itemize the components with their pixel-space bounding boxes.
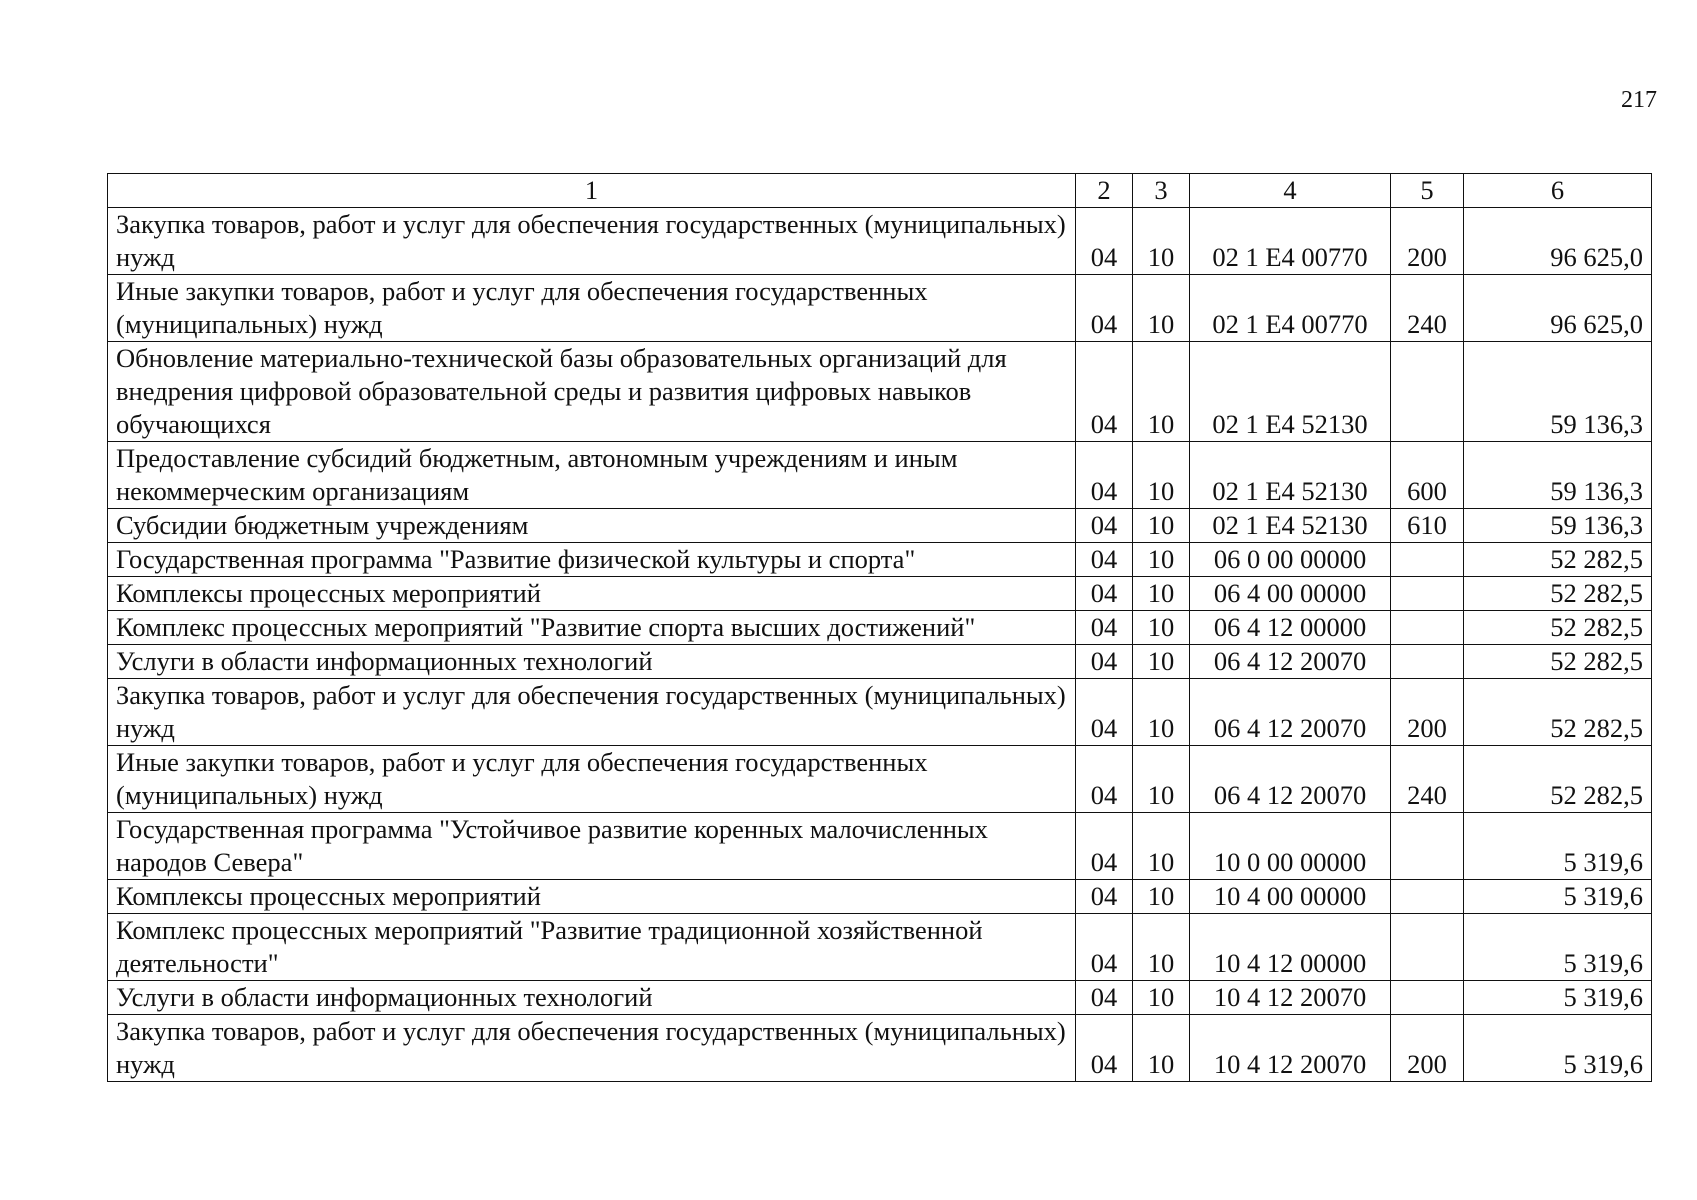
row-amount: 5 319,6 bbox=[1464, 1015, 1652, 1082]
table-row bbox=[108, 746, 1652, 813]
row-amount: 59 136,3 bbox=[1464, 442, 1652, 509]
row-subsection: 10 bbox=[1133, 208, 1190, 275]
table-row bbox=[108, 509, 1652, 543]
row-expense-type: 200 bbox=[1391, 679, 1464, 746]
row-expense-type: 600 bbox=[1391, 442, 1464, 509]
row-section: 04 bbox=[1076, 679, 1133, 746]
row-target-code: 06 4 12 20070 bbox=[1190, 679, 1391, 746]
row-expense-type: 200 bbox=[1391, 208, 1464, 275]
table-row bbox=[108, 275, 1652, 342]
row-target-code: 06 4 12 20070 bbox=[1190, 645, 1391, 679]
row-target-code: 10 4 00 00000 bbox=[1190, 880, 1391, 914]
row-section: 04 bbox=[1076, 746, 1133, 813]
row-target-code: 10 0 00 00000 bbox=[1190, 813, 1391, 880]
row-subsection: 10 bbox=[1133, 509, 1190, 543]
row-section: 04 bbox=[1076, 543, 1133, 577]
table-row bbox=[108, 813, 1652, 880]
row-name: Иные закупки товаров, работ и услуг для обеспечения государственных (муниципальных) нужд bbox=[108, 275, 1076, 342]
row-section: 04 bbox=[1076, 611, 1133, 645]
table-row bbox=[108, 442, 1652, 509]
row-target-code: 02 1 Е4 52130 bbox=[1190, 342, 1391, 442]
row-amount: 5 319,6 bbox=[1464, 981, 1652, 1015]
row-section: 04 bbox=[1076, 342, 1133, 442]
row-expense-type bbox=[1391, 813, 1464, 880]
row-target-code: 10 4 12 20070 bbox=[1190, 981, 1391, 1015]
row-target-code: 02 1 Е4 52130 bbox=[1190, 442, 1391, 509]
page-number: 217 bbox=[1621, 87, 1657, 113]
budget-table bbox=[107, 173, 1652, 1082]
table-row bbox=[108, 208, 1652, 275]
table-row bbox=[108, 543, 1652, 577]
row-amount: 52 282,5 bbox=[1464, 543, 1652, 577]
table-row bbox=[108, 880, 1652, 914]
row-target-code: 06 4 12 00000 bbox=[1190, 611, 1391, 645]
row-name: Государственная программа "Развитие физической культуры и спорта" bbox=[108, 543, 1076, 577]
row-subsection: 10 bbox=[1133, 914, 1190, 981]
row-section: 04 bbox=[1076, 509, 1133, 543]
row-amount: 5 319,6 bbox=[1464, 813, 1652, 880]
row-name: Комплексы процессных мероприятий bbox=[108, 880, 1076, 914]
row-subsection: 10 bbox=[1133, 342, 1190, 442]
row-subsection: 10 bbox=[1133, 679, 1190, 746]
row-section: 04 bbox=[1076, 813, 1133, 880]
row-amount: 52 282,5 bbox=[1464, 645, 1652, 679]
row-subsection: 10 bbox=[1133, 543, 1190, 577]
table-header bbox=[108, 174, 1652, 208]
row-name: Закупка товаров, работ и услуг для обеспечения государственных (муниципальных) нужд bbox=[108, 1015, 1076, 1082]
header-cell: 3 bbox=[1133, 174, 1190, 208]
row-name: Иные закупки товаров, работ и услуг для обеспечения государственных (муниципальных) нужд bbox=[108, 746, 1076, 813]
header-cell: 1 bbox=[108, 174, 1076, 208]
table-row bbox=[108, 914, 1652, 981]
row-target-code: 02 1 Е4 00770 bbox=[1190, 275, 1391, 342]
row-expense-type: 200 bbox=[1391, 1015, 1464, 1082]
table-row bbox=[108, 679, 1652, 746]
row-amount: 5 319,6 bbox=[1464, 880, 1652, 914]
table-row bbox=[108, 611, 1652, 645]
row-section: 04 bbox=[1076, 914, 1133, 981]
row-target-code: 06 4 00 00000 bbox=[1190, 577, 1391, 611]
row-subsection: 10 bbox=[1133, 645, 1190, 679]
row-amount: 52 282,5 bbox=[1464, 611, 1652, 645]
row-expense-type bbox=[1391, 981, 1464, 1015]
row-amount: 52 282,5 bbox=[1464, 577, 1652, 611]
row-name: Субсидии бюджетным учреждениям bbox=[108, 509, 1076, 543]
row-name: Услуги в области информационных технологий bbox=[108, 981, 1076, 1015]
row-subsection: 10 bbox=[1133, 746, 1190, 813]
row-section: 04 bbox=[1076, 1015, 1133, 1082]
row-expense-type bbox=[1391, 611, 1464, 645]
row-expense-type: 240 bbox=[1391, 275, 1464, 342]
row-subsection: 10 bbox=[1133, 611, 1190, 645]
row-expense-type: 240 bbox=[1391, 746, 1464, 813]
row-amount: 5 319,6 bbox=[1464, 914, 1652, 981]
row-name: Услуги в области информационных технологий bbox=[108, 645, 1076, 679]
row-subsection: 10 bbox=[1133, 577, 1190, 611]
header-cell: 6 bbox=[1464, 174, 1652, 208]
row-subsection: 10 bbox=[1133, 275, 1190, 342]
table-row bbox=[108, 645, 1652, 679]
row-name: Обновление материально-технической базы образовательных организаций для внедрения цифровой образовательной среды и развития цифровых навыков обучающихся bbox=[108, 342, 1076, 442]
row-amount: 96 625,0 bbox=[1464, 208, 1652, 275]
row-name: Комплексы процессных мероприятий bbox=[108, 577, 1076, 611]
row-section: 04 bbox=[1076, 208, 1133, 275]
row-target-code: 02 1 Е4 00770 bbox=[1190, 208, 1391, 275]
header-cell: 4 bbox=[1190, 174, 1391, 208]
row-subsection: 10 bbox=[1133, 880, 1190, 914]
row-section: 04 bbox=[1076, 880, 1133, 914]
row-target-code: 06 4 12 20070 bbox=[1190, 746, 1391, 813]
header-row bbox=[108, 174, 1652, 208]
row-section: 04 bbox=[1076, 577, 1133, 611]
header-cell: 5 bbox=[1391, 174, 1464, 208]
row-amount: 96 625,0 bbox=[1464, 275, 1652, 342]
row-subsection: 10 bbox=[1133, 442, 1190, 509]
row-target-code: 02 1 Е4 52130 bbox=[1190, 509, 1391, 543]
row-amount: 59 136,3 bbox=[1464, 342, 1652, 442]
row-amount: 52 282,5 bbox=[1464, 746, 1652, 813]
row-name: Государственная программа "Устойчивое развитие коренных малочисленных народов Севера" bbox=[108, 813, 1076, 880]
row-section: 04 bbox=[1076, 981, 1133, 1015]
row-target-code: 10 4 12 20070 bbox=[1190, 1015, 1391, 1082]
row-section: 04 bbox=[1076, 645, 1133, 679]
row-subsection: 10 bbox=[1133, 981, 1190, 1015]
row-section: 04 bbox=[1076, 275, 1133, 342]
table-body bbox=[108, 208, 1652, 1082]
row-name: Предоставление субсидий бюджетным, автономным учреждениям и иным некоммерческим организациям bbox=[108, 442, 1076, 509]
table-row bbox=[108, 342, 1652, 442]
row-name: Комплекс процессных мероприятий "Развитие традиционной хозяйственной деятельности" bbox=[108, 914, 1076, 981]
table-row bbox=[108, 577, 1652, 611]
header-cell: 2 bbox=[1076, 174, 1133, 208]
row-expense-type bbox=[1391, 645, 1464, 679]
row-expense-type bbox=[1391, 543, 1464, 577]
row-expense-type: 610 bbox=[1391, 509, 1464, 543]
row-name: Комплекс процессных мероприятий "Развитие спорта высших достижений" bbox=[108, 611, 1076, 645]
row-subsection: 10 bbox=[1133, 1015, 1190, 1082]
row-expense-type bbox=[1391, 914, 1464, 981]
row-expense-type bbox=[1391, 342, 1464, 442]
row-amount: 59 136,3 bbox=[1464, 509, 1652, 543]
row-expense-type bbox=[1391, 577, 1464, 611]
row-target-code: 10 4 12 00000 bbox=[1190, 914, 1391, 981]
row-name: Закупка товаров, работ и услуг для обеспечения государственных (муниципальных) нужд bbox=[108, 679, 1076, 746]
table-row bbox=[108, 981, 1652, 1015]
row-expense-type bbox=[1391, 880, 1464, 914]
row-target-code: 06 0 00 00000 bbox=[1190, 543, 1391, 577]
row-name: Закупка товаров, работ и услуг для обеспечения государственных (муниципальных) нужд bbox=[108, 208, 1076, 275]
row-subsection: 10 bbox=[1133, 813, 1190, 880]
row-amount: 52 282,5 bbox=[1464, 679, 1652, 746]
table-row bbox=[108, 1015, 1652, 1082]
row-section: 04 bbox=[1076, 442, 1133, 509]
